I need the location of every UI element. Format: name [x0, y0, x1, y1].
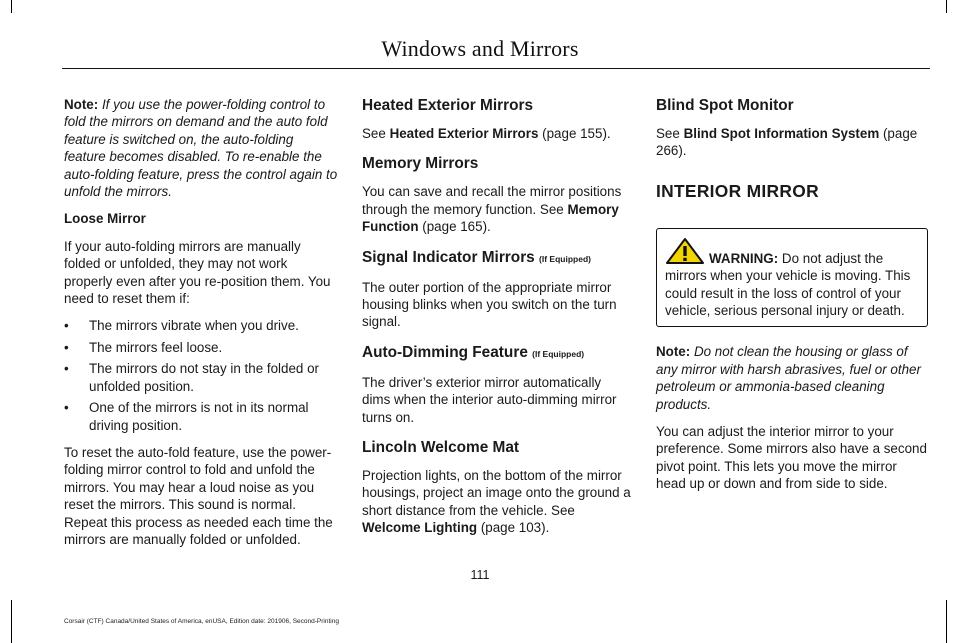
heated-mirrors-link[interactable]: Heated Exterior Mirrors	[389, 126, 539, 141]
signal-indicator-heading: Signal Indicator Mirrors (If Equipped)	[362, 248, 591, 266]
signal-indicator-paragraph: The outer portion of the appropriate mirror housing blinks when you switch on the turn signal.	[362, 279, 617, 330]
bullet: •	[64, 318, 69, 334]
auto-dimming-heading: Auto-Dimming Feature (If Equipped)	[362, 343, 585, 361]
blind-spot-link[interactable]: Blind Spot Information System	[683, 126, 880, 141]
blind-spot-heading: Blind Spot Monitor	[656, 97, 794, 114]
note-text: If you use the power-folding control to fold the mirrors on demand and the auto fold feature is switched on, the auto-folding feature becomes disabled. To re-enable the auto-folding feature, press the control again to unfold the mirrors.	[64, 97, 338, 200]
warning-text: Do not adjust the mirrors when your vehicle is moving. This could result in the loss of control of your vehicle, serious personal injury or death.	[665, 250, 911, 319]
list-item: • The mirrors do not stay in the folded or unfolded position.	[64, 361, 319, 394]
header-rule	[62, 68, 930, 69]
memory-mirrors-paragraph: You can save and recall the mirror positions through the memory function. See Memory Function (page 165).	[362, 184, 622, 235]
bullet: •	[64, 400, 69, 416]
edition-footer: Corsair (CTF) Canada/United States of America, enUSA, Edition date: 201906, Second-Printing	[64, 618, 339, 625]
list-item: • One of the mirrors is not in its normal driving position.	[64, 400, 309, 433]
reset-paragraph: To reset the auto-fold feature, use the power-folding mirror control to fold and unfold the mirrors. You may hear a loud noise as you reset the mirrors. This sound is normal. Repeat this process as needed each time the mirrors are manually folded or unfolded.	[64, 444, 333, 547]
loose-mirror-intro: If your auto-folding mirrors are manually folded or unfolded, they may not work properly even after you re-position them. You need to reset them if:	[64, 238, 331, 307]
memory-function-link[interactable]: Memory Function	[362, 201, 619, 235]
page-title: Windows and Mirrors	[381, 36, 579, 61]
heated-mirrors-heading: Heated Exterior Mirrors	[362, 97, 534, 114]
column-middle	[362, 96, 632, 547]
interior-adjust-paragraph: You can adjust the interior mirror to your preference. Some mirrors also have a second pivot point. This lets you move the mirror head up or down and from side to side.	[656, 424, 927, 492]
note-paragraph	[64, 96, 338, 200]
warning-label: WARNING:	[709, 250, 779, 266]
heated-mirrors-paragraph: See Heated Exterior Mirrors (page 155).	[362, 126, 611, 141]
welcome-mat-paragraph: Projection lights, on the bottom of the mirror housings, project an image onto the ground a short distance from the vehicle. See Welcome Lighting (page 103).	[362, 468, 631, 536]
auto-dimming-paragraph: The driver’s exterior mirror automatically dims when the interior auto-dimming mirror turns on.	[362, 374, 617, 425]
welcome-mat-heading: Lincoln Welcome Mat	[362, 439, 520, 457]
crop-mark-bottom-right	[946, 600, 947, 643]
reset-conditions-list	[64, 317, 338, 433]
loose-mirror-heading: Loose Mirror	[64, 211, 146, 227]
bullet: •	[64, 361, 69, 377]
warning-box	[656, 228, 928, 328]
column-left	[64, 96, 338, 558]
interior-note-paragraph	[656, 343, 928, 413]
interior-mirror-heading: INTERIOR MIRROR	[656, 180, 819, 201]
column-right	[656, 96, 928, 503]
if-equipped-tag: (If Equipped)	[539, 253, 591, 264]
crop-mark-top-left	[11, 0, 12, 13]
bullet: •	[64, 339, 69, 355]
crop-mark-top-right	[946, 0, 947, 13]
note-text: Do not clean the housing or glass of any mirror with harsh abrasives, fuel or other petroleum or ammonia-based cleaning products.	[656, 344, 921, 412]
note-label: Note:	[64, 97, 99, 112]
crop-mark-bottom-left	[11, 600, 12, 643]
memory-mirrors-heading: Memory Mirrors	[362, 155, 479, 173]
note-label: Note:	[656, 344, 691, 360]
page-number: 111	[470, 568, 490, 582]
blind-spot-paragraph: See Blind Spot Information System (page 266).	[656, 126, 918, 159]
warning-triangle-icon	[665, 237, 705, 265]
if-equipped-tag: (If Equipped)	[532, 348, 585, 359]
list-item: • The mirrors feel loose.	[64, 339, 223, 355]
list-item: • The mirrors vibrate when you drive.	[64, 318, 299, 334]
welcome-lighting-link[interactable]: Welcome Lighting	[362, 520, 478, 536]
